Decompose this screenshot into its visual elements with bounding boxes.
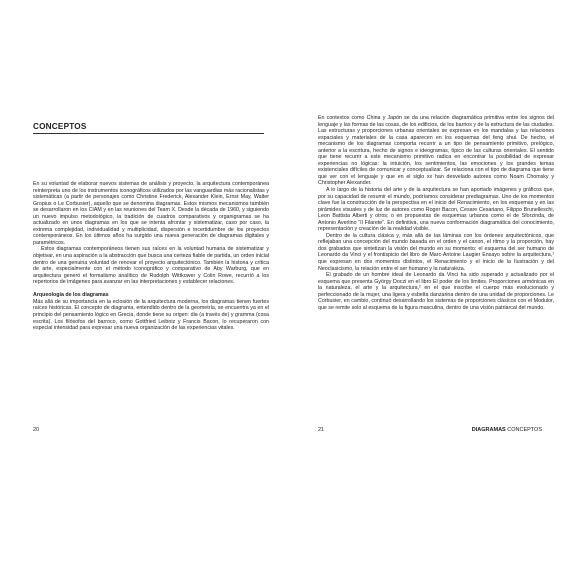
page-number-left: 20 <box>33 427 40 433</box>
body-paragraph: Dentro de la cultura clásica y, más allá de las láminas con los órdenes arquitectónicos, que reflejaban una concepción del mundo basada en el orden y el canon, el ritmo y la proporción, hay dos grabados que sintetizan la visión del mundo en su momento: el esquema del ser humano de Leonardo da Vinci y el frontispicio del libro de Marc-Antoine Laugier Ensayo sobre la arquitectura,¹ que expresan en dos momentos distintos, el Renacimiento y el inicio de la Ilustración y del Neoclasicismo, la relación entre el ser humano y la naturaleza. <box>318 232 554 272</box>
body-paragraph: A lo largo de la historia del arte y de la arquitectura se han aportado imágenes y gráficos que, por su capacidad de resumir el mundo, podríamos considerar prediagramas. Uno de los momentos clave fue la construcción de la perspectiva en el inicio del Renacimiento, en los esquemas y en las pirámides visuales y de luz de autores como Roger Bacon, Cesare Cesariano, Filippo Brunelleschi, Leon Battista Alberti y otros; o en propuestas de esquemas urbanos como el de Sforzinda, de Antonio Averlino “Il Filarete”. En definitiva, una nueva conformación diagramática del conocimiento, representación y creación de la realidad visible. <box>318 187 554 233</box>
body-paragraph: En su voluntad de elaborar nuevos sistemas de análisis y proyecto, la arquitectura contemporánea reinterpreta uno de los instrumentos iconográficos utilizados por las vanguardias más racionalistas y sistemáticas (a partir de personajes como Christine Frederick, Alexander Klein, Ernst May, Walter Gropius o Le Corbusier), aquello que se denomina diagramas. Estos mismos mecanismos también se desarrollaron en los CIAM y en las reuniones del Team X. Desde la década de 1960, y siguiendo un nuevo impulso metodológico, la tradición de cuadros comparativos y organigramas se ha actualizado en unos diagramas en los que se intenta afrontar y sistematizar, caso por caso, la extrema complejidad, individualidad y multiplicidad, dispersión e incertidumbre de los proyectos contemporáneos. En los últimos años ha surgido una nueva generación de diagramas digitales y paramétricos. <box>33 181 269 246</box>
body-paragraph: En contextos como China y Japón se da una relación diagramática primitiva entre los signos del lenguaje y las formas de las cosas, de los edificios, de los barrios y de la estructura de las ciudades. Las estructuras y proporciones urbanas orientales se expresan en los mandalas y las relaciones espaciales y materiales de la casa aparecen en los esquemas del feng shui. De hecho, el mecanismo de los diagramas comporta recurrir a un tipo de pensamiento primitivo, prelógico, anterior a la escritura, hecho de signos e ideogramas, típico de las culturas orientales. El sentido que tiene recurrir a este mecanismo primitivo radica en encontrar la posibilidad de expresar experiencias no lógicas: la intuición, los sentimientos, las emociones y los grandes temas existenciales difíciles de comunicar y conceptualizar. Se relaciona con el tipo de diagrama que tiene que ver con el lenguaje y que en el siglo xx han desvelado autores como Noam Chomsky y Christopher Alexander. <box>318 115 554 187</box>
running-head-book: DIAGRAMAS <box>471 427 506 433</box>
running-head <box>472 427 542 433</box>
page-number-right: 21 <box>318 427 325 433</box>
title-rule <box>33 133 264 134</box>
body-paragraph: Estos diagramas contemporáneos tienen sus raíces en la voluntad humana de sistematizar y objetivar, en una aspiración a la abstracción que busca una certeza fiable de partida, un orden inicial dentro de una genuina voluntad de renovar el proyecto arquitectónico. También la historia y crítica de arte, especialmente con el método iconográfico y comparativo de Aby Warburg, que en arquitectura generó el formalismo analítico de Rudolph Wittkower y Colin Rowe, recurrió a los repertorios de imágenes para avanzar en las interpretaciones y establecer relaciones. <box>33 246 269 286</box>
right-text-column <box>318 115 554 311</box>
body-paragraph: Más allá de su importancia en la eclosión de la arquitectura moderna, los diagramas tienen fuertes raíces históricas. El concepto de diagrama, entendido dentro de la geometría, se encuentra ya en el principio del pensamiento lógico en Grecia, donde tiene su origen: dia (a través de) y gramma (cosa escrita). Los filósofos del barroco, como Gottfried Leibniz y Francis Bacon, lo recuperaron con especial intensidad para expresar una nueva organización de las experiencias vitales. <box>33 298 269 332</box>
left-text-column <box>33 181 269 332</box>
section-subheading: Arqueología de los diagramas <box>33 292 109 299</box>
page-title: CONCEPTOS <box>33 122 87 131</box>
running-head-chapter: CONCEPTOS <box>507 427 542 433</box>
body-paragraph: El grabado de un hombre ideal de Leonardo da Vinci ha sido superado y actualizado por el esquema que presenta György Doczi en el libro El poder de los límites. Proporciones armónicas en la naturaleza, el arte y la arquitectura,² en el que inscribe el cuerpo más evolucionado y perfeccionado de la mujer, una ligera y esbelta danzarina dentro de una unidad de proporciones. Le Corbusier, en cambio, continuó desarrollando los sistemas de proporciones clásicos con el Modulor, que se remite solo al esquema de la figura masculina, dentro de una visión patriarcal del mundo. <box>318 272 554 311</box>
